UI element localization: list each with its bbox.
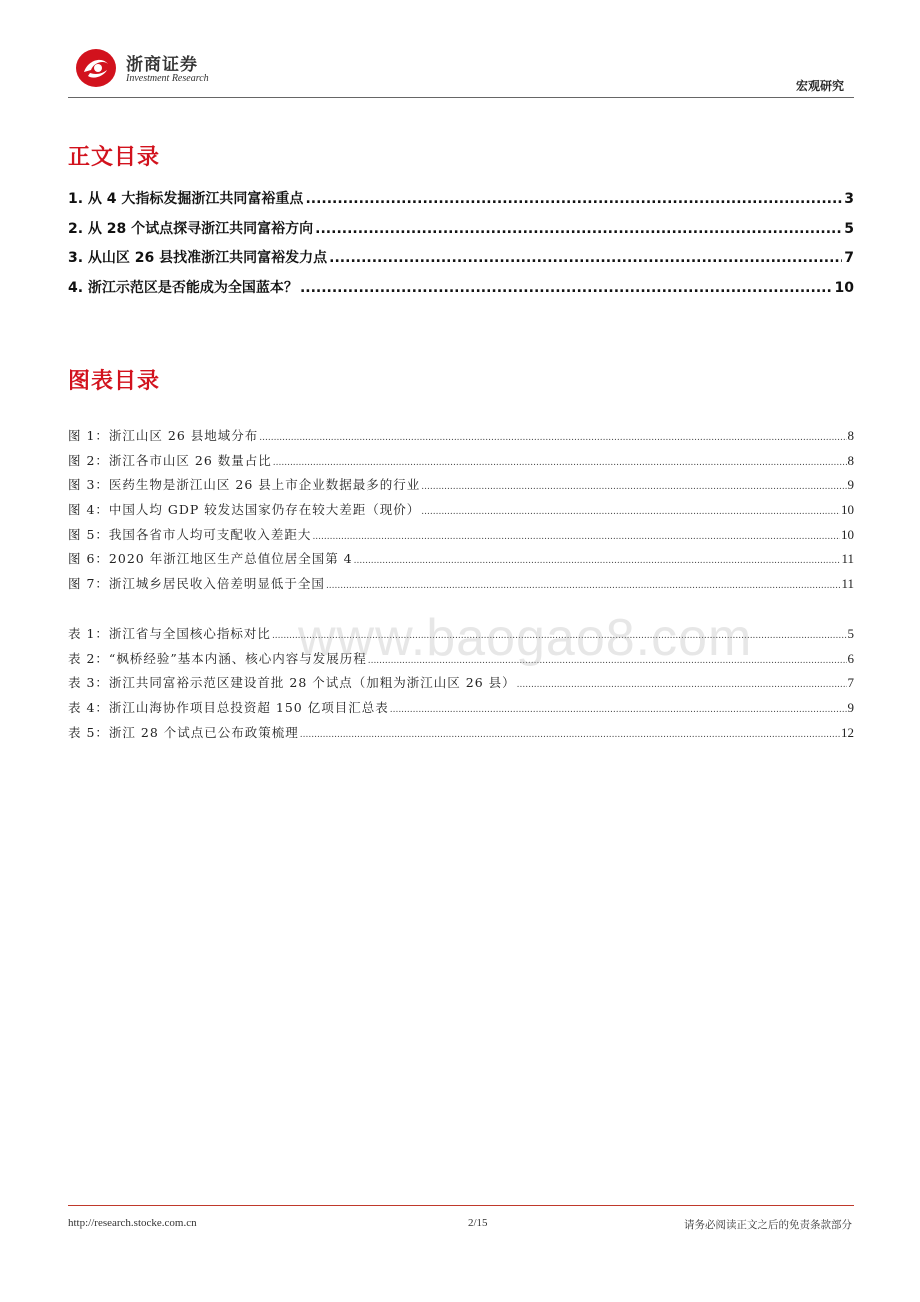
figure-item[interactable] <box>68 475 854 500</box>
figure-item-page: 8 <box>847 428 854 443</box>
leader-dots <box>273 458 847 468</box>
figure-item-label: 图 3：医药生物是浙江山区 26 县上市企业数据最多的行业 <box>68 477 421 493</box>
table-item-page: 5 <box>847 626 854 641</box>
leader-dots <box>315 221 842 237</box>
leader-dots <box>259 433 846 443</box>
toc-item-label: 4. 浙江示范区是否能成为全国蓝本？ <box>68 279 298 296</box>
leader-dots <box>390 705 847 715</box>
figure-item-page: 9 <box>847 477 854 493</box>
toc-item[interactable] <box>68 218 854 248</box>
leader-dots <box>354 556 841 566</box>
toc-item-label: 1. 从 4 大指标发掘浙江共同富裕重点 <box>68 191 304 207</box>
leader-dots <box>421 482 846 492</box>
page-number: 2/15 <box>468 1217 488 1229</box>
figure-item-page: 10 <box>841 502 854 518</box>
figure-item-page: 8 <box>847 452 854 468</box>
page-header <box>68 40 854 98</box>
table-item-page: 9 <box>847 700 854 716</box>
toc-item-label: 2. 从 28 个试点探寻浙江共同富裕方向 <box>68 220 314 237</box>
header-divider <box>68 97 854 98</box>
table-item-label: 表 1：浙江省与全国核心指标对比 <box>68 626 271 641</box>
footer-url[interactable]: http://research.stocke.com.cn <box>68 1217 197 1229</box>
figure-item-label: 图 1：浙江山区 26 县地域分布 <box>68 428 259 443</box>
leader-dots <box>421 507 840 517</box>
figure-item[interactable] <box>68 426 854 451</box>
figure-item[interactable] <box>68 525 854 550</box>
footer-disclaimer: 请务必阅读正文之后的免责条款部分 <box>684 1219 852 1231</box>
leader-dots <box>326 581 841 591</box>
leader-dots <box>329 250 842 266</box>
leader-dots <box>305 191 842 207</box>
table-item[interactable] <box>68 673 854 698</box>
figure-item-page: 11 <box>841 551 854 567</box>
figure-item[interactable] <box>68 549 854 574</box>
toc-item[interactable] <box>68 188 854 218</box>
toc-item[interactable] <box>68 277 854 307</box>
brand-name-en: Investment Research <box>126 73 209 84</box>
brand-logo-icon <box>74 46 118 90</box>
table-item[interactable] <box>68 723 854 748</box>
table-item-page: 7 <box>847 675 854 691</box>
toc-item-page: 5 <box>844 220 854 237</box>
toc-list <box>68 188 854 306</box>
toc-title: 正文目录 <box>68 145 161 170</box>
toc-item-label: 3. 从山区 26 县找准浙江共同富裕发力点 <box>68 250 328 266</box>
section-label: 宏观研究 <box>795 79 844 93</box>
leader-dots <box>300 730 840 740</box>
table-item-label: 表 5：浙江 28 个试点已公布政策梳理 <box>68 724 299 740</box>
leader-dots <box>312 532 840 542</box>
figure-item-label: 图 5：我国各省市人均可支配收入差距大 <box>68 526 312 542</box>
footer-divider <box>68 1205 854 1206</box>
figure-item-label: 图 2：浙江各市山区 26 数量占比 <box>68 452 272 468</box>
leader-dots <box>300 280 833 296</box>
figure-item[interactable] <box>68 500 854 525</box>
brand-name-cn: 浙商证券 <box>126 55 198 75</box>
leader-dots <box>517 680 847 690</box>
figure-item-label: 图 7：浙江城乡居民收入倍差明显低于全国 <box>68 576 325 592</box>
toc-item-page: 7 <box>844 250 854 266</box>
figure-item[interactable] <box>68 451 854 476</box>
figure-list <box>68 426 854 599</box>
table-item-label: 表 4：浙江山海协作项目总投资超 150 亿项目汇总表 <box>68 700 389 716</box>
table-item-label: 表 3：浙江共同富裕示范区建设首批 28 个试点（加粗为浙江山区 26 县） <box>68 675 516 691</box>
table-item[interactable] <box>68 698 854 723</box>
watermark: www.baogao8.com <box>298 609 753 667</box>
toc-item-page: 3 <box>844 191 854 207</box>
figure-item-label: 图 4：中国人均 GDP 较发达国家仍存在较大差距（现价） <box>68 502 421 518</box>
figure-item-label: 图 6：2020 年浙江地区生产总值位居全国第 4 <box>68 551 353 567</box>
figure-item-page: 11 <box>841 576 854 592</box>
figures-title: 图表目录 <box>68 369 161 394</box>
table-item-label: 表 2：“枫桥经验”基本内涵、核心内容与发展历程 <box>68 650 367 666</box>
table-item-page: 6 <box>847 650 854 666</box>
toc-item-page: 10 <box>834 279 854 296</box>
figure-item[interactable] <box>68 574 854 599</box>
toc-item[interactable] <box>68 247 854 277</box>
figure-item-page: 10 <box>841 526 854 542</box>
table-item-page: 12 <box>841 724 854 740</box>
